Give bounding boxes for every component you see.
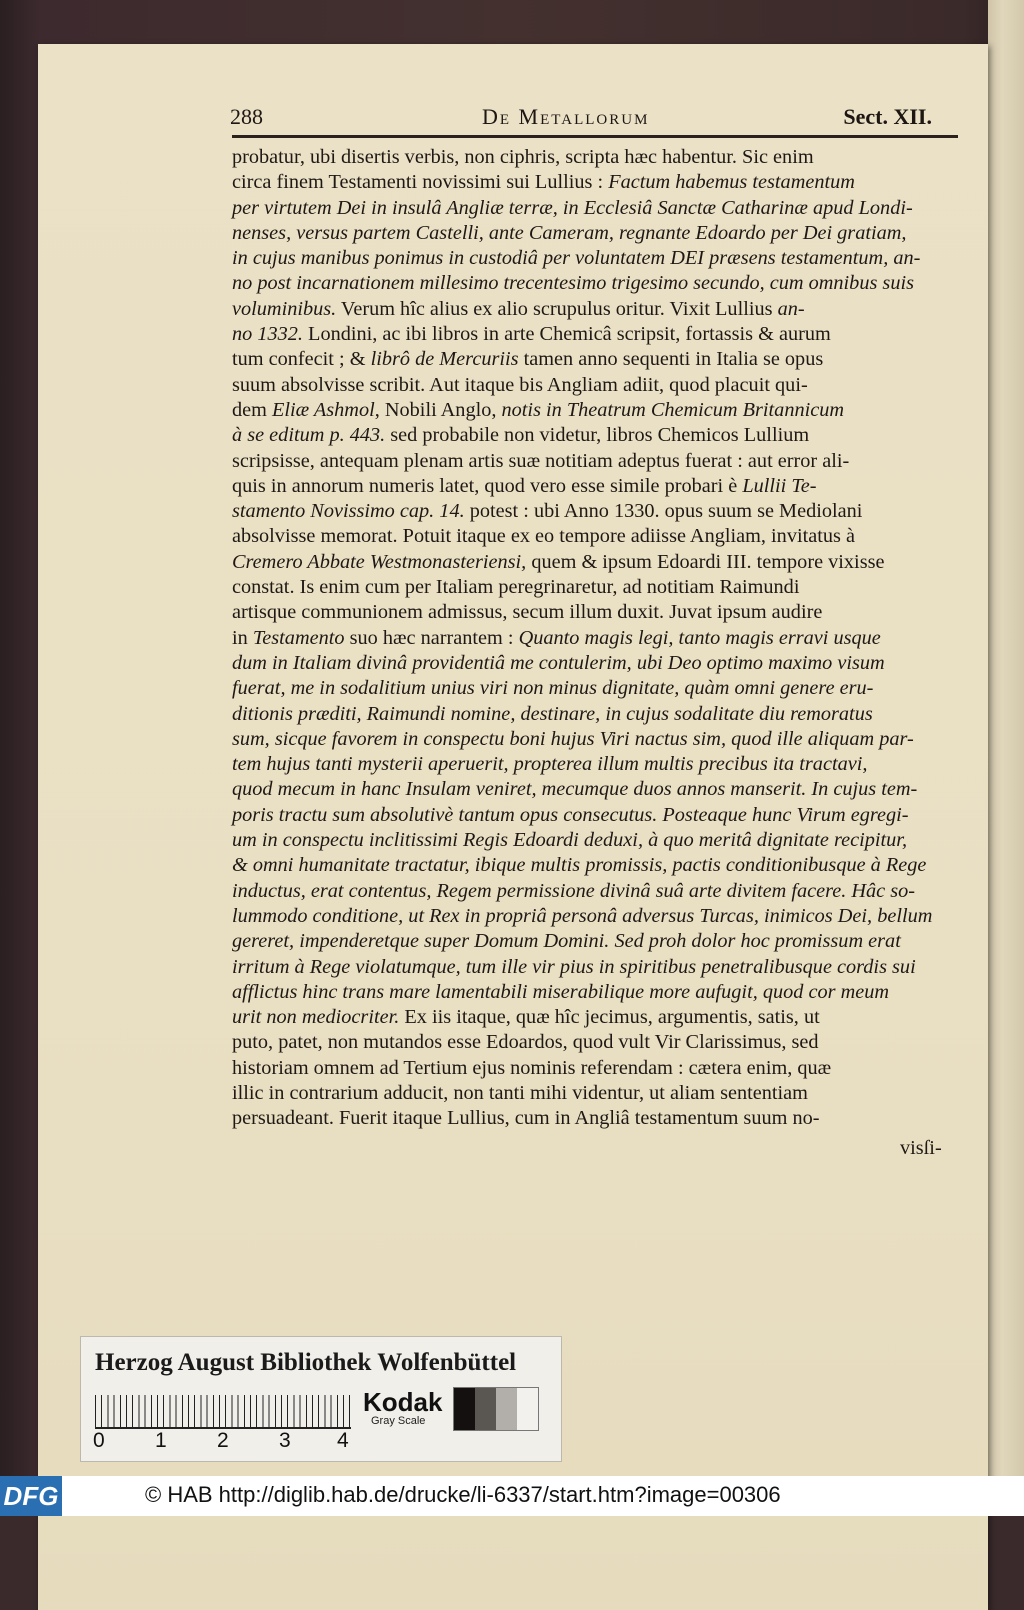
credit-link[interactable]: © HAB http://diglib.hab.de/drucke/li-6337/start.htm?image=00306 [145, 1482, 781, 1507]
italic-run: no post incarnationem millesimo trecentesimo trigesimo secundo, cum omnibus suis [232, 272, 914, 295]
italic-run: quod mecum in hanc Insulam veniret, mecumque duos annos manserit. In cujus tem- [232, 778, 918, 801]
roman-run: quis in annorum numeris latet, quod vero esse simile probari è [232, 474, 743, 497]
text-line [232, 524, 960, 549]
text-line [232, 499, 960, 524]
gray-scale-label: Gray Scale [371, 1415, 426, 1427]
italic-run: Quanto magis legi, tanto magis erravi usque [518, 626, 881, 649]
italic-run: Eliæ Ashmol [272, 398, 375, 421]
text-line [232, 575, 960, 600]
roman-run: absolvisse memorat. Potuit itaque ex eo tempore adiisse Angliam, invitatus à [232, 525, 855, 548]
roman-run: Verum hîc alius ex alio scrupulus oritur. Vixit Lullius [336, 297, 778, 320]
header-rule [232, 135, 958, 138]
italic-run: per virtutem Dei in insulâ Angliæ terræ, in Ecclesiâ Sanctæ Catharinæ apud Londi- [232, 196, 913, 219]
italic-run: notis in Theatrum Chemicum Britannicum [501, 398, 845, 421]
kodak-logo: Kodak [363, 1387, 443, 1417]
roman-run: tamen anno sequenti in Italia se opus [518, 348, 824, 371]
italic-run: an- [777, 297, 805, 320]
italic-run: dum in Italiam divinâ providentiâ me contulerim, ubi Deo optimo maximo visum [232, 651, 885, 674]
text-line [232, 423, 960, 448]
roman-run: sed probabile non videtur, libros Chemicos Lullium [385, 424, 810, 447]
roman-run: probatur, ubi disertis verbis, non ciphris, scripta hæc habentur. Sic enim [232, 146, 814, 168]
roman-run: Ex iis itaque, quæ hîc jecimus, argumentis, satis, ut [399, 1006, 820, 1029]
roman-run: , Nobili Anglo, [374, 398, 502, 421]
text-line [232, 828, 960, 853]
italic-run: irritum à Rege violatumque, tum ille vir pius in spiritibus penetralibusque cordis sui [232, 955, 916, 978]
gray-swatch [496, 1388, 517, 1430]
text-line [232, 373, 960, 398]
color-calibration-card [80, 1336, 562, 1462]
ruler-number: 4 [337, 1429, 349, 1452]
measurement-ruler [95, 1395, 351, 1429]
text-line [232, 196, 960, 221]
text-line [232, 474, 960, 499]
text-line [232, 702, 960, 727]
text-line [232, 145, 960, 170]
roman-run: dem [232, 398, 272, 421]
text-line [232, 1056, 960, 1081]
text-line [232, 271, 960, 296]
ruler-number: 1 [155, 1429, 167, 1452]
ruler-number: 3 [279, 1429, 291, 1452]
italic-run: Cremero Abbate Westmonasteriensi, [232, 550, 527, 573]
text-line [232, 955, 960, 980]
text-line [232, 347, 960, 372]
roman-run: Londini, ac ibi libros in arte Chemicâ scripsit, fortassis & aurum [302, 323, 831, 346]
italic-run: lummodo conditione, ut Rex in propriâ personâ adversus Turcas, inimicos Dei, bellum [232, 904, 933, 927]
roman-run: potest : ubi Anno 1330. opus suum se Mediolani [464, 500, 863, 523]
roman-run: historiam omnem ad Tertium ejus nominis referendam : cætera enim, quæ [232, 1056, 832, 1079]
text-line [232, 221, 960, 246]
italic-run: sum, sicque favorem in conspectu boni hujus Viri nactus sim, quod ille aliquam par- [232, 727, 914, 750]
text-line [232, 246, 960, 271]
text-line [232, 929, 960, 954]
text-line [232, 449, 960, 474]
dfg-logo: DFG [0, 1476, 62, 1516]
roman-run: illic in contrarium adducit, non tanti mihi videntur, ut aliam sententiam [232, 1081, 808, 1104]
italic-run: poris tractu sum absolutivè tantum opus consecutus. Posteaque hunc Virum egregi- [232, 803, 909, 826]
catchword: visſi- [900, 1137, 942, 1159]
main-text [232, 145, 960, 1132]
gray-swatch [517, 1388, 538, 1430]
footer-bar [0, 1476, 1024, 1516]
text-line [232, 297, 960, 322]
italic-run: fuerat, me in sodalitium unius viri non minus dignitate, quàm omni genere eru- [232, 677, 874, 700]
italic-run: à se editum p. 443. [232, 424, 386, 447]
roman-run: circa finem Testamenti novissimi sui Lullius : [232, 171, 609, 194]
text-line [232, 727, 960, 752]
text-line [232, 803, 960, 828]
gray-swatches [453, 1387, 539, 1431]
text-line [232, 1030, 960, 1055]
text-line [232, 980, 960, 1005]
italic-run: inductus, erat contentus, Regem permissione divinâ suâ arte divitem facere. Hâc so- [232, 879, 916, 902]
text-line [232, 1081, 960, 1106]
text-line [232, 600, 960, 625]
page-number: 288 [230, 104, 263, 129]
ruler-number: 0 [93, 1429, 105, 1452]
text-line [232, 752, 960, 777]
italic-run: ditionis præditi, Raimundi nomine, destinare, in cujus sodalitate diu remoratus [232, 702, 873, 725]
text-line [232, 1005, 960, 1030]
roman-run: scripsisse, antequam plenam artis suæ notitiam adeptus fuerat : aut error ali- [232, 449, 850, 472]
gray-swatch [475, 1388, 496, 1430]
roman-run: persuadeant. Fuerit itaque Lullius, cum in Angliâ testamentum suum no- [232, 1107, 820, 1130]
italic-run: Lullii Te- [742, 474, 817, 497]
text-line [232, 550, 960, 575]
italic-run: no 1332. [232, 323, 303, 346]
running-title: De Metallorum [482, 104, 650, 129]
text-line [232, 879, 960, 904]
italic-run: Factum habemus testamentum [608, 171, 855, 194]
text-line [232, 1106, 960, 1131]
italic-run: Testamento [252, 626, 345, 649]
italic-run: urit non mediocriter. [232, 1006, 400, 1029]
text-line [232, 626, 960, 651]
text-line [232, 651, 960, 676]
italic-run: & omni humanitate tractatur, ibique multis promissis, pactis conditionibusque à Rege [232, 854, 927, 877]
text-line [232, 904, 960, 929]
library-name: Herzog August Bibliothek Wolfenbüttel [95, 1349, 517, 1376]
text-line [232, 322, 960, 347]
italic-run: afflictus hinc trans mare lamentabili miserabilique more aufugit, quod cor meum [232, 980, 890, 1003]
italic-run: um in conspectu inclitissimi Regis Edoardi deduxi, à quo meritâ dignitate recipitur, [232, 829, 908, 852]
section-label: Sect. XII. [843, 104, 932, 129]
italic-run: gereret, impenderetque super Domum Domini. Sed proh dolor hoc promissum erat [232, 930, 901, 953]
ruler-number: 2 [217, 1429, 229, 1452]
text-line [232, 777, 960, 802]
text-line [232, 676, 960, 701]
roman-run: quem & ipsum Edoardi III. tempore vixisse [526, 550, 885, 573]
roman-run: in [232, 626, 253, 649]
roman-run: puto, patet, non mutandos esse Edoardos, quod vult Vir Clarissimus, sed [232, 1031, 819, 1054]
text-line [232, 398, 960, 423]
roman-run: suum absolvisse scribit. Aut itaque bis Angliam adiit, quod placuit qui- [232, 373, 808, 396]
text-line [232, 170, 960, 195]
ruler-numbers [91, 1429, 361, 1453]
roman-run: suo hæc narrantem : [344, 626, 519, 649]
italic-run: voluminibus. [232, 297, 337, 320]
italic-run: in cujus manibus ponimus in custodiâ per voluntatem DEI præsens testamentum, an- [232, 247, 921, 270]
gray-swatch [454, 1388, 475, 1430]
roman-run: artisque communionem admissus, secum illum duxit. Juvat ipsum audire [232, 601, 823, 624]
next-page-edge [988, 0, 1024, 1476]
roman-run: tum confecit ; & [232, 348, 371, 371]
roman-run: constat. Is enim cum per Italiam peregrinaretur, ad notitiam Raimundi [232, 576, 800, 599]
italic-run: nenses, versus partem Castelli, ante Cameram, regnante Edoardo per Dei gratiam, [232, 221, 907, 244]
italic-run: librô de Mercuriis [370, 348, 519, 371]
italic-run: stamento Novissimo cap. 14. [232, 500, 465, 523]
italic-run: tem hujus tanti mysterii aperuerit, propterea illum multis precibus ita tractavi, [232, 753, 868, 776]
text-line [232, 853, 960, 878]
